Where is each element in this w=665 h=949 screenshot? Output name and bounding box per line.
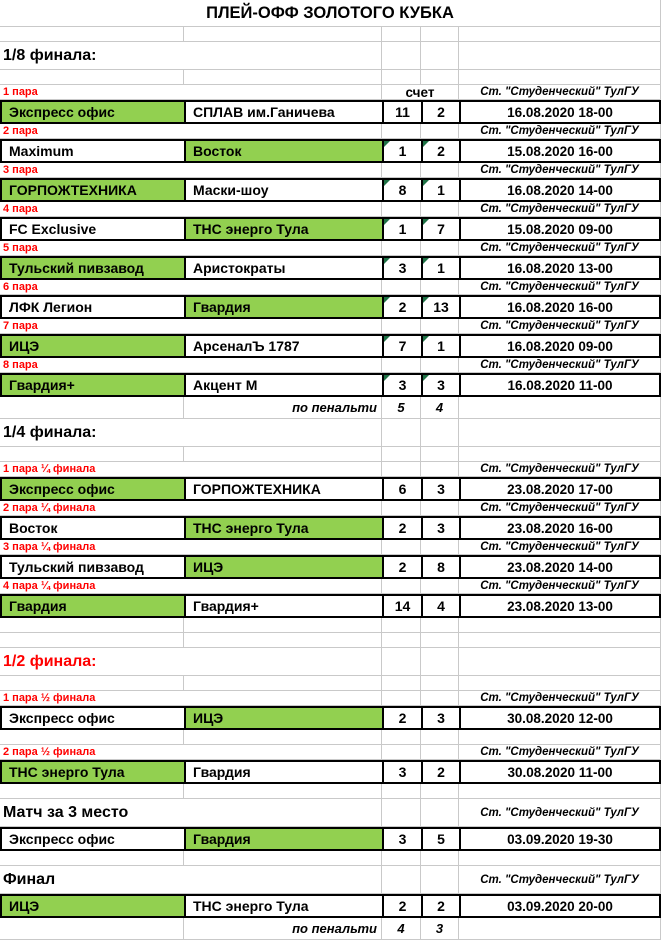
score2-cell: 1 [421,256,459,280]
penalty-score2: 3 [421,918,459,940]
stadium-label: Ст. "Студенческий" ТулГУ [459,799,661,827]
empty-cell [382,241,421,256]
team2-cell: Гвардия [184,827,382,851]
green-corner-icon [423,180,429,186]
empty-cell [184,447,382,462]
row-match [0,139,661,163]
empty-cell [0,676,184,691]
team2-cell: ТНС энерго Тула [184,516,382,540]
empty-cell [382,633,421,648]
score2-cell: 3 [421,373,459,397]
empty-cell [382,280,421,295]
empty-cell [382,691,421,706]
empty-cell [184,784,382,799]
score-header: счет [382,85,459,100]
empty-cell [184,27,382,42]
empty-cell [421,163,459,178]
row-match [0,100,661,124]
score2-cell: 2 [421,139,459,163]
team2-cell: АрсеналЪ 1787 [184,334,382,358]
row-match [0,295,661,319]
score1-cell: 7 [382,334,421,358]
datetime-cell: 16.08.2020 09-00 [459,334,661,358]
score1-cell: 11 [382,100,421,124]
row-empty [0,447,661,462]
pair-label: 2 пара [0,124,382,139]
row-section [0,866,661,894]
team1-cell: Экспресс офис [0,706,184,730]
team2-cell: СПЛАВ им.Ганичева [184,100,382,124]
team2-cell: Акцент М [184,373,382,397]
stadium-label: Ст. "Студенческий" ТулГУ [459,691,661,706]
empty-cell [382,676,421,691]
empty-cell [421,70,459,85]
empty-cell [459,447,661,462]
row-label [0,202,661,217]
empty-cell [0,851,184,866]
empty-cell [421,241,459,256]
row-label [0,85,661,100]
green-corner-icon [384,297,390,303]
row-match [0,894,661,918]
green-corner-icon [384,141,390,147]
pair-label: 4 пара [0,202,382,217]
pair-label: 4 пара ¼ финала [0,579,382,594]
team2-cell: Гвардия [184,295,382,319]
green-corner-icon [423,336,429,342]
team2-cell: Аристократы [184,256,382,280]
green-corner-icon [423,375,429,381]
empty-cell [382,319,421,334]
empty-cell [0,918,184,940]
team2-cell: Маски-шоу [184,178,382,202]
green-corner-icon [384,375,390,381]
datetime-cell: 03.09.2020 19-30 [459,827,661,851]
datetime-cell: 30.08.2020 12-00 [459,706,661,730]
pair-label: 3 пара ¼ финала [0,540,382,555]
score2-cell: 1 [421,334,459,358]
empty-cell [459,784,661,799]
penalty-score2: 4 [421,397,459,419]
pair-label: 6 пара [0,280,382,295]
score1-cell: 3 [382,373,421,397]
datetime-cell: 23.08.2020 17-00 [459,477,661,501]
team1-cell: Экспресс офис [0,477,184,501]
row-label [0,358,661,373]
score2-cell: 7 [421,217,459,241]
empty-cell [421,633,459,648]
empty-cell [459,618,661,633]
empty-cell [382,866,421,894]
team1-cell: ИЦЭ [0,894,184,918]
empty-cell [459,70,661,85]
stadium-label: Ст. "Студенческий" ТулГУ [459,579,661,594]
score1-cell: 2 [382,555,421,579]
empty-cell [382,419,421,447]
row-match [0,760,661,784]
page-title: ПЛЕЙ-ОФФ ЗОЛОТОГО КУБКА [0,0,661,27]
empty-cell [459,42,661,70]
pair-label: 7 пара [0,319,382,334]
score2-cell: 5 [421,827,459,851]
empty-cell [382,540,421,555]
row-section [0,419,661,447]
pair-label: 3 пара [0,163,382,178]
penalty-label: по пенальти [184,918,382,940]
empty-cell [421,501,459,516]
stadium-label: Ст. "Студенческий" ТулГУ [459,124,661,139]
row-match [0,516,661,540]
stadium-label: Ст. "Студенческий" ТулГУ [459,202,661,217]
stadium-label: Ст. "Студенческий" ТулГУ [459,540,661,555]
penalty-score1: 5 [382,397,421,419]
empty-cell [184,70,382,85]
team1-cell: FC Exclusive [0,217,184,241]
score1-cell: 6 [382,477,421,501]
empty-cell [421,124,459,139]
team2-cell: ГОРПОЖТЕХНИКА [184,477,382,501]
empty-cell [382,124,421,139]
team2-cell: Гвардия+ [184,594,382,618]
empty-cell [459,730,661,745]
stadium-label: Ст. "Студенческий" ТулГУ [459,866,661,894]
team2-cell: ТНС энерго Тула [184,894,382,918]
team1-cell: ТНС энерго Тула [0,760,184,784]
row-label [0,579,661,594]
section-title: Матч за 3 место [0,799,382,827]
row-empty [0,730,661,745]
stadium-label: Ст. "Студенческий" ТулГУ [459,358,661,373]
pair-label: 1 пара ½ финала [0,691,382,706]
empty-cell [382,851,421,866]
empty-cell [459,676,661,691]
row-label [0,745,661,760]
empty-cell [421,462,459,477]
row-label [0,163,661,178]
score2-cell: 3 [421,706,459,730]
row-label [0,540,661,555]
empty-cell [421,280,459,295]
score2-cell: 3 [421,477,459,501]
stadium-label: Ст. "Студенческий" ТулГУ [459,241,661,256]
green-corner-icon [423,297,429,303]
pair-label: 8 пара [0,358,382,373]
team1-cell: Тульский пивзавод [0,555,184,579]
green-corner-icon [384,219,390,225]
row-match [0,555,661,579]
team2-cell: Восток [184,139,382,163]
datetime-cell: 15.08.2020 16-00 [459,139,661,163]
team1-cell: ГОРПОЖТЕХНИКА [0,178,184,202]
empty-cell [459,918,661,940]
empty-cell [382,358,421,373]
empty-cell [421,676,459,691]
team1-cell: Экспресс офис [0,827,184,851]
score1-cell: 1 [382,217,421,241]
empty-cell [0,784,184,799]
empty-cell [382,202,421,217]
empty-cell [382,163,421,178]
row-label [0,280,661,295]
score1-cell: 3 [382,256,421,280]
datetime-cell: 16.08.2020 16-00 [459,295,661,319]
score1-cell: 3 [382,760,421,784]
row-empty [0,784,661,799]
score2-cell: 4 [421,594,459,618]
empty-cell [421,419,459,447]
row-title [0,0,661,27]
datetime-cell: 30.08.2020 11-00 [459,760,661,784]
green-corner-icon [384,336,390,342]
datetime-cell: 15.08.2020 09-00 [459,217,661,241]
row-empty [0,618,661,633]
green-corner-icon [423,258,429,264]
score1-cell: 2 [382,894,421,918]
datetime-cell: 23.08.2020 14-00 [459,555,661,579]
empty-cell [382,618,421,633]
empty-cell [459,419,661,447]
row-empty [0,27,661,42]
empty-cell [421,866,459,894]
stadium-label: Ст. "Студенческий" ТулГУ [459,163,661,178]
datetime-cell: 03.09.2020 20-00 [459,894,661,918]
row-empty [0,851,661,866]
empty-cell [421,745,459,760]
stadium-label: Ст. "Студенческий" ТулГУ [459,85,661,100]
empty-cell [459,633,661,648]
empty-cell [184,851,382,866]
empty-cell [421,618,459,633]
empty-cell [421,648,459,676]
empty-cell [382,648,421,676]
team2-cell: ИЦЭ [184,555,382,579]
datetime-cell: 16.08.2020 14-00 [459,178,661,202]
section-title: 1/8 финала: [0,42,382,70]
empty-cell [382,70,421,85]
green-corner-icon [423,219,429,225]
row-empty [0,633,661,648]
empty-cell [421,851,459,866]
empty-cell [382,784,421,799]
team1-cell: Гвардия+ [0,373,184,397]
section-title: Финал [0,866,382,894]
row-match [0,334,661,358]
empty-cell [0,618,184,633]
empty-cell [459,851,661,866]
score1-cell: 1 [382,139,421,163]
empty-cell [421,27,459,42]
score2-cell: 8 [421,555,459,579]
empty-cell [382,501,421,516]
datetime-cell: 23.08.2020 13-00 [459,594,661,618]
score1-cell: 14 [382,594,421,618]
empty-cell [382,745,421,760]
team2-cell: ИЦЭ [184,706,382,730]
empty-cell [421,202,459,217]
empty-cell [382,730,421,745]
empty-cell [382,42,421,70]
stadium-label: Ст. "Студенческий" ТулГУ [459,280,661,295]
score2-cell: 2 [421,760,459,784]
green-corner-icon [384,180,390,186]
empty-cell [0,27,184,42]
empty-cell [421,42,459,70]
row-label [0,319,661,334]
score2-cell: 2 [421,894,459,918]
empty-cell [184,618,382,633]
row-match [0,373,661,397]
team2-cell: ТНС энерго Тула [184,217,382,241]
empty-cell [0,397,184,419]
row-match [0,594,661,618]
empty-cell [184,730,382,745]
score1-cell: 8 [382,178,421,202]
team2-cell: Гвардия [184,760,382,784]
empty-cell [184,633,382,648]
pair-label: 2 пара ¼ финала [0,501,382,516]
row-match [0,706,661,730]
datetime-cell: 23.08.2020 16-00 [459,516,661,540]
row-section [0,42,661,70]
row-label [0,501,661,516]
row-label [0,124,661,139]
empty-cell [459,648,661,676]
team1-cell: ЛФК Легион [0,295,184,319]
section-title: 1/4 финала: [0,419,382,447]
score1-cell: 2 [382,706,421,730]
empty-cell [421,799,459,827]
empty-cell [421,730,459,745]
row-match [0,217,661,241]
pair-label: 2 пара ½ финала [0,745,382,760]
stadium-label: Ст. "Студенческий" ТулГУ [459,319,661,334]
empty-cell [0,633,184,648]
stadium-label: Ст. "Студенческий" ТулГУ [459,745,661,760]
datetime-cell: 16.08.2020 11-00 [459,373,661,397]
row-section [0,799,661,827]
row-match [0,256,661,280]
empty-cell [382,447,421,462]
pair-label: 1 пара [0,85,382,100]
stadium-label: Ст. "Студенческий" ТулГУ [459,462,661,477]
score2-cell: 13 [421,295,459,319]
empty-cell [421,540,459,555]
team1-cell: Maximum [0,139,184,163]
empty-cell [421,447,459,462]
penalty-score1: 4 [382,918,421,940]
row-section [0,648,661,676]
empty-cell [421,691,459,706]
penalty-label: по пенальти [184,397,382,419]
row-empty [0,70,661,85]
row-match [0,827,661,851]
empty-cell [382,27,421,42]
stadium-label: Ст. "Студенческий" ТулГУ [459,501,661,516]
empty-cell [421,784,459,799]
score2-cell: 1 [421,178,459,202]
green-corner-icon [384,258,390,264]
score1-cell: 2 [382,295,421,319]
empty-cell [0,730,184,745]
empty-cell [382,462,421,477]
empty-cell [459,27,661,42]
empty-cell [0,447,184,462]
row-label [0,691,661,706]
row-match [0,477,661,501]
row-pens [0,918,661,940]
empty-cell [459,397,661,419]
empty-cell [382,799,421,827]
empty-cell [421,579,459,594]
pair-label: 5 пара [0,241,382,256]
empty-cell [184,676,382,691]
team1-cell: Восток [0,516,184,540]
score2-cell: 3 [421,516,459,540]
team1-cell: Тульский пивзавод [0,256,184,280]
row-match [0,178,661,202]
team1-cell: Экспресс офис [0,100,184,124]
row-label [0,462,661,477]
row-empty [0,676,661,691]
pair-label: 1 пара ¼ финала [0,462,382,477]
team1-cell: Гвардия [0,594,184,618]
team1-cell: ИЦЭ [0,334,184,358]
score1-cell: 2 [382,516,421,540]
row-pens [0,397,661,419]
score1-cell: 3 [382,827,421,851]
datetime-cell: 16.08.2020 13-00 [459,256,661,280]
empty-cell [421,319,459,334]
datetime-cell: 16.08.2020 18-00 [459,100,661,124]
row-label [0,241,661,256]
green-corner-icon [423,141,429,147]
empty-cell [0,70,184,85]
section-title: 1/2 финала: [0,648,382,676]
empty-cell [382,579,421,594]
empty-cell [421,358,459,373]
score2-cell: 2 [421,100,459,124]
